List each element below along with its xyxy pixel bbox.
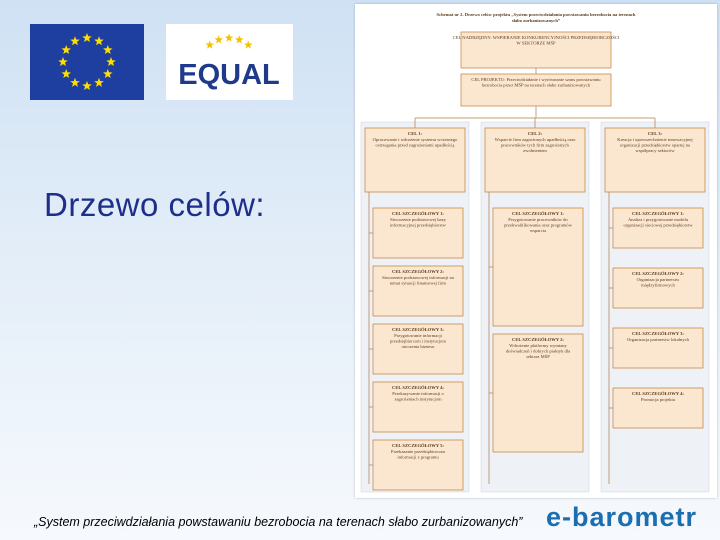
eu-star-icon bbox=[94, 78, 104, 87]
eu-star-icon bbox=[82, 33, 92, 42]
svg-text:CEL SZCZEGÓŁOWY 2:: CEL SZCZEGÓŁOWY 2: bbox=[392, 269, 444, 274]
specific-goal-box bbox=[373, 208, 463, 258]
svg-text:CEL SZCZEGÓŁOWY 3:: CEL SZCZEGÓŁOWY 3: bbox=[632, 331, 684, 336]
svg-text:doświadczeń i dobrych praktyk: doświadczeń i dobrych praktyk dla bbox=[505, 348, 571, 354]
equal-logo-text: EQUAL bbox=[178, 59, 280, 91]
equal-star-icon bbox=[244, 41, 253, 49]
objectives-tree-document bbox=[355, 4, 717, 498]
svg-text:organizacji przedsiębiorstw op: organizacji przedsiębiorstw opartej na bbox=[620, 142, 690, 148]
svg-text:przedsiębiorcom i instytucjom: przedsiębiorcom i instytucjom bbox=[390, 338, 446, 344]
svg-text:CEL SZCZEGÓŁOWY 5:: CEL SZCZEGÓŁOWY 5: bbox=[392, 443, 444, 448]
eu-star-icon bbox=[61, 45, 71, 54]
svg-text:Organizacja partnerstw: Organizacja partnerstw bbox=[636, 277, 680, 282]
svg-text:CEL 1:: CEL 1: bbox=[407, 131, 423, 136]
specific-goal-box bbox=[493, 208, 583, 326]
eu-flag-logo bbox=[30, 24, 144, 100]
svg-text:wsparcia: wsparcia bbox=[529, 228, 547, 234]
svg-text:Promocja projektu: Promocja projektu bbox=[640, 397, 676, 402]
specific-goal-box bbox=[373, 324, 463, 374]
svg-text:otoczenia biznesu: otoczenia biznesu bbox=[401, 344, 435, 350]
svg-text:Analiza i przygotowanie modelu: Analiza i przygotowanie modelu bbox=[627, 217, 689, 222]
svg-text:informacyjnej przedsiębiorstw: informacyjnej przedsiębiorstw bbox=[390, 222, 446, 228]
svg-text:Kreacja i upowszechnienie inno: Kreacja i upowszechnienie innowacyjnej bbox=[617, 137, 693, 142]
svg-text:Organizacja partnerstw lokalny: Organizacja partnerstw lokalnych bbox=[627, 337, 689, 342]
svg-text:CEL 2:: CEL 2: bbox=[527, 131, 543, 136]
svg-text:Przygotowanie informacji: Przygotowanie informacji bbox=[394, 333, 442, 338]
specific-goal-box bbox=[373, 382, 463, 432]
equal-star-icon bbox=[205, 41, 214, 49]
project-caption: „System przeciwdziałania powstawaniu bezrobocia na terenach słabo zurbanizowanych” bbox=[34, 515, 523, 529]
svg-text:CEL SZCZEGÓŁOWY 4:: CEL SZCZEGÓŁOWY 4: bbox=[392, 385, 444, 390]
eu-star-icon bbox=[82, 81, 92, 90]
eu-star-icon bbox=[70, 36, 80, 45]
specific-goal-box bbox=[613, 328, 703, 368]
svg-text:Wdrożenie platformy wymiany: Wdrożenie platformy wymiany bbox=[509, 343, 567, 348]
svg-text:Stworzenie podstawowej bazy: Stworzenie podstawowej bazy bbox=[390, 217, 446, 222]
svg-text:informacji z programu: informacji z programu bbox=[397, 454, 439, 460]
equal-star-icon bbox=[214, 35, 223, 43]
svg-text:CEL PROJEKTU: Przeciwdziałanie: CEL PROJEKTU: Przeciwdziałanie i wyrównanie szans powstawaniu bbox=[471, 77, 601, 82]
svg-text:Wsparcie firm zagrożonych upad: Wsparcie firm zagrożonych upadłością oraz bbox=[494, 137, 576, 142]
eu-star-icon bbox=[61, 69, 71, 78]
svg-text:CEL SZCZEGÓŁOWY 3:: CEL SZCZEGÓŁOWY 3: bbox=[392, 327, 444, 332]
svg-text:Przygotowanie pracowników do: Przygotowanie pracowników do bbox=[508, 217, 568, 222]
eu-star-icon bbox=[94, 36, 104, 45]
svg-text:Przekazywanie informacji o: Przekazywanie informacji o bbox=[392, 391, 444, 396]
svg-text:organizacji sieciowej przedsię: organizacji sieciowej przedsiębiorstw bbox=[623, 222, 693, 228]
svg-text:sektora MŚP: sektora MŚP bbox=[526, 354, 550, 360]
eu-star-icon bbox=[58, 57, 68, 66]
svg-text:CEL NADRZĘDNY: WSPIERANIE KONK: CEL NADRZĘDNY: WSPIERANIE KONKURENCYJNOŚCI PRZEDSIĘBIORCZOŚCI bbox=[452, 35, 620, 40]
svg-text:słabo zurbanizowanych”: słabo zurbanizowanych” bbox=[511, 18, 561, 23]
e-barometr-logo: e-barometr bbox=[546, 502, 698, 532]
specific-goal-box bbox=[613, 388, 703, 428]
svg-text:międzyfirmowych: międzyfirmowych bbox=[641, 282, 675, 288]
specific-goal-box bbox=[373, 440, 463, 490]
goal-box bbox=[605, 128, 705, 192]
equal-logo bbox=[166, 24, 293, 100]
svg-text:Schemat nr 2. Drzewo celów pro: Schemat nr 2. Drzewo celów projektu „System przeciwdziałania powstawaniu bezrobocia na terenach bbox=[436, 12, 636, 17]
equal-star-icon bbox=[235, 35, 244, 43]
svg-text:bezrobocia przez MŚP na terena: bezrobocia przez MŚP na terenach słabo zurbanizowanych bbox=[482, 82, 590, 88]
svg-text:Opracowanie i wdrożenie system: Opracowanie i wdrożenie systemu wczesnego bbox=[372, 137, 458, 142]
slide-title: Drzewo celów: bbox=[44, 186, 266, 223]
eu-stars-icon bbox=[30, 24, 144, 100]
svg-text:przekwalifikowania oraz progra: przekwalifikowania oraz programów bbox=[504, 222, 572, 228]
svg-text:zwolnieniem: zwolnieniem bbox=[523, 148, 547, 154]
svg-text:temat sytuacji finansowej firm: temat sytuacji finansowej firm bbox=[389, 280, 447, 286]
main-goal-box bbox=[453, 32, 620, 68]
svg-text:CEL 3:: CEL 3: bbox=[647, 131, 663, 136]
eu-star-icon bbox=[70, 78, 80, 87]
goal-box bbox=[485, 128, 585, 192]
eu-star-icon bbox=[106, 57, 116, 66]
svg-text:CEL SZCZEGÓŁOWY 2:: CEL SZCZEGÓŁOWY 2: bbox=[632, 271, 684, 276]
svg-text:ostrzegania przed zagrożeniami: ostrzegania przed zagrożeniami upadłością bbox=[375, 142, 455, 148]
project-goal-box bbox=[461, 74, 611, 106]
svg-text:Stworzenie podstawowej informa: Stworzenie podstawowej informacji na bbox=[382, 275, 454, 280]
specific-goal-box bbox=[613, 208, 703, 248]
svg-text:CEL SZCZEGÓŁOWY 1:: CEL SZCZEGÓŁOWY 1: bbox=[392, 211, 444, 216]
svg-text:współpracy sektorów: współpracy sektorów bbox=[635, 148, 675, 154]
specific-goal-box bbox=[373, 266, 463, 316]
svg-text:pracowników tych firm zagrożon: pracowników tych firm zagrożonych bbox=[501, 142, 569, 148]
svg-text:zagrożeniach instytucjom: zagrożeniach instytucjom bbox=[394, 396, 442, 402]
svg-text:CEL SZCZEGÓŁOWY 1:: CEL SZCZEGÓŁOWY 1: bbox=[632, 211, 684, 216]
specific-goal-box bbox=[493, 334, 583, 452]
goal-box bbox=[365, 128, 465, 192]
svg-text:CEL SZCZEGÓŁOWY 2:: CEL SZCZEGÓŁOWY 2: bbox=[512, 337, 564, 342]
objectives-tree-diagram bbox=[355, 4, 717, 498]
svg-text:Przekazanie przedsiębiorcom: Przekazanie przedsiębiorcom bbox=[391, 449, 445, 454]
svg-text:CEL SZCZEGÓŁOWY 4:: CEL SZCZEGÓŁOWY 4: bbox=[632, 391, 684, 396]
equal-stars-icon bbox=[166, 24, 293, 100]
eu-star-icon bbox=[103, 45, 113, 54]
eu-star-icon bbox=[103, 69, 113, 78]
svg-text:W SEKTORZE MŚP: W SEKTORZE MŚP bbox=[516, 40, 556, 46]
equal-star-icon bbox=[225, 34, 234, 42]
specific-goal-box bbox=[613, 268, 703, 308]
svg-text:CEL SZCZEGÓŁOWY 1:: CEL SZCZEGÓŁOWY 1: bbox=[512, 211, 564, 216]
